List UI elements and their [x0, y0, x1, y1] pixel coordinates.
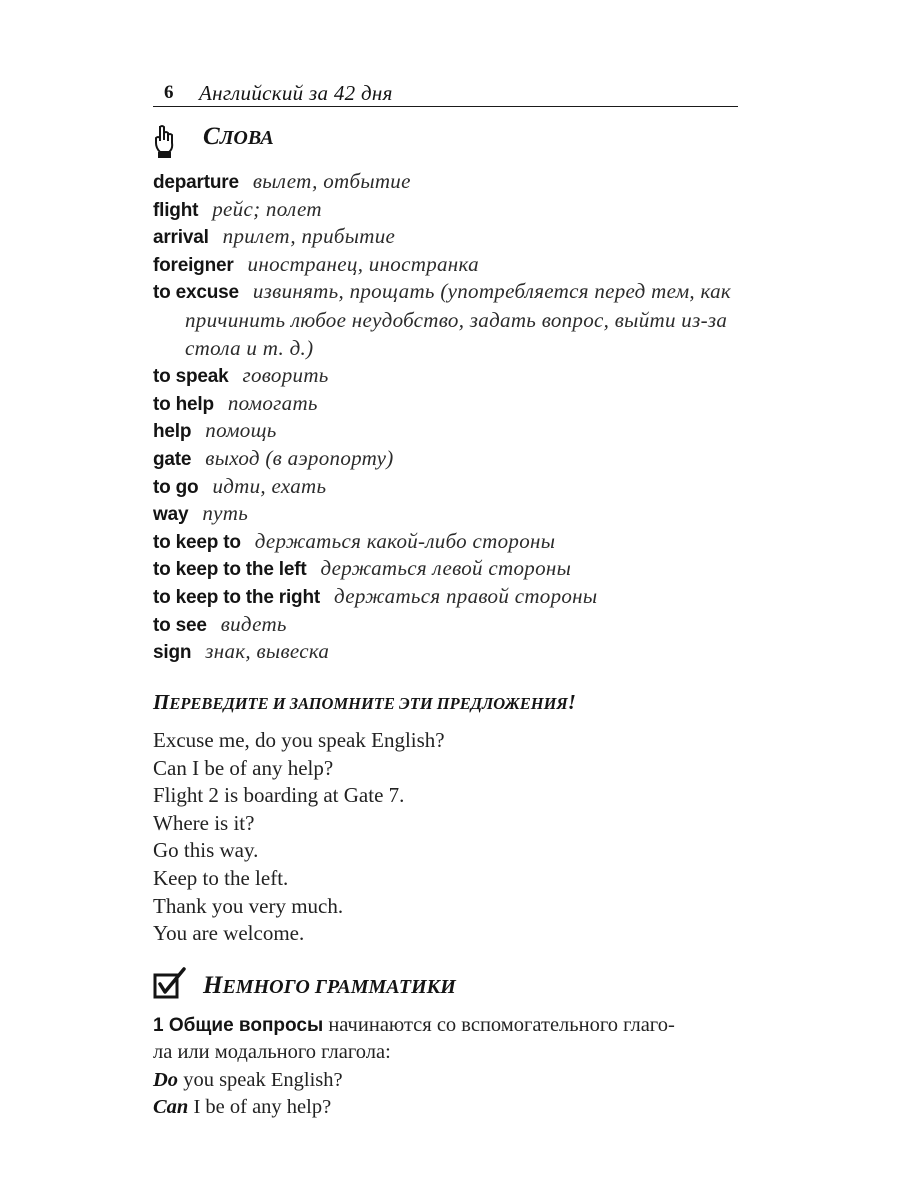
vocab-entry: sign знак, вывеска [153, 639, 330, 664]
sentence: Flight 2 is boarding at Gate 7. [153, 783, 405, 808]
vocab-entry: arrival прилет, прибытие [153, 224, 396, 249]
vocab-entry: to keep to держаться какой-либо стороны [153, 528, 556, 553]
translate-section-title: ПЕРЕВЕДИТЕ И ЗАПОМНИТЕ ЭТИ ПРЕДЛОЖЕНИЯ! [153, 690, 576, 714]
words-section-title: СЛОВА [203, 123, 274, 150]
sentence: Keep to the left. [153, 865, 289, 890]
vocab-entry: to go идти, ехать [153, 473, 327, 498]
sentence: Can I be of any help? [153, 755, 334, 780]
vocab-entry: foreigner иностранец, иностранка [153, 251, 479, 276]
grammar-example: Do you speak English? [153, 1068, 343, 1091]
grammar-body [153, 1012, 743, 1121]
vocab-entry: way путь [153, 501, 249, 526]
sentence: Go this way. [153, 838, 259, 863]
vocab-entry: to excuse извинять, прощать (употребляется перед тем, как причинить любое неудобство, задать вопрос, выйти из-за стола и т. д.) [153, 279, 732, 360]
vocab-entry: gate выход (в аэропорту) [153, 445, 394, 470]
page-number: 6 [164, 82, 174, 103]
grammar-example: Can I be of any help? [153, 1095, 332, 1118]
book-title: Английский за 42 дня [199, 81, 393, 105]
vocab-entry: departure вылет, отбытие [153, 169, 411, 193]
vocab-entry: to help помогать [153, 390, 318, 415]
grammar-rule-line: 1 Общие вопросы начинаются со вспомогательного глаго- [153, 1014, 675, 1036]
vocabulary-list [153, 168, 743, 666]
pointing-hand-icon [151, 124, 177, 160]
sentence: You are welcome. [153, 921, 305, 946]
sentence-list [153, 727, 743, 948]
sentence: Excuse me, do you speak English? [153, 728, 445, 752]
grammar-rule-line: ла или модального глагола: [153, 1041, 391, 1064]
vocab-entry: help помощь [153, 418, 277, 443]
vocab-entry: to keep to the left держаться левой стороны [153, 556, 572, 581]
grammar-section-title: НЕМНОГО ГРАММАТИКИ [203, 972, 456, 999]
vocab-entry: to see видеть [153, 611, 287, 636]
vocab-entry: to speak говорить [153, 363, 329, 388]
sentence: Thank you very much. [153, 893, 344, 918]
checkbox-tick-icon [153, 966, 187, 1000]
page-header [153, 80, 738, 107]
sentence: Where is it? [153, 810, 255, 835]
vocab-entry: to keep to the right держаться правой стороны [153, 583, 598, 608]
vocab-entry: flight рейс; полет [153, 196, 322, 221]
